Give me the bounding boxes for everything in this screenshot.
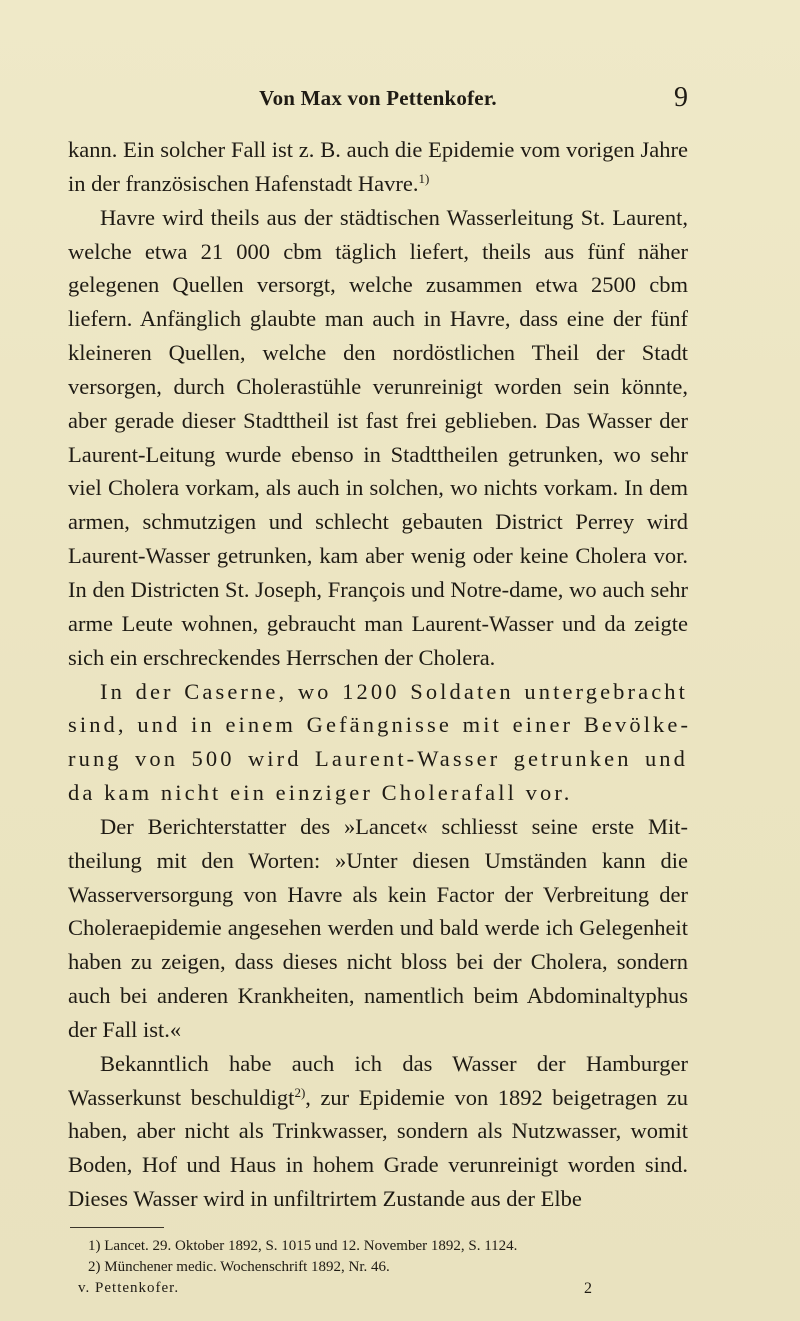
- footnote-1: 1) Lancet. 29. Oktober 1892, S. 1015 und 12. November 1892, S. 1124.: [88, 1238, 518, 1254]
- paragraph-2: Havre wird theils aus der städtischen Wasserleitung St. Laurent, welche etwa 21 000 cbm täglich liefert, theils aus fünf näher gelegenen Quellen versorgt, welche zusammen etwa 2500 cbm liefern. Anfänglich glaubte man auch in Havre, dass eine der fünf kleineren Quellen, welche den nordöstlichen Theil der Stadt versorgen, durch Cholerastühle verunreinigt worden sein könnte, aber gerade dieser Stadttheil ist fast frei geblieben. Das Wasser der Laurent-Leitung wurde ebenso in Stadttheilen getrunken, wo sehr viel Cholera vorkam, als auch in solchen, wo nichts vorkam. In dem armen, schmutzigen und schlecht gebauten District Perrey wird Laurent-Wasser getrunken, kam aber wenig oder keine Cholera vor. In den Districten St. Joseph, François und Notre-dame, wo auch sehr arme Leute wohnen, gebraucht man Laurent-Wasser und da zeigte sich ein erschreckendes Herrschen der Cholera.: [68, 204, 688, 670]
- footnotes: [78, 1236, 684, 1299]
- running-title: Von Max von Pettenkofer.: [259, 86, 497, 110]
- running-head: [68, 82, 688, 116]
- paragraph-1-text: kann. Ein solcher Fall ist z. B. auch die Epidemie vom vorigen Jahre in der französischen Hafenstadt Havre.: [68, 137, 688, 196]
- page-number: 9: [674, 82, 688, 113]
- paragraph-5: [68, 1047, 688, 1216]
- paragraph-3-emphasis: In der Caserne, wo 1200 Soldaten untergebracht sind, und in einem Gefängnisse mit einer Bevölkerung von 500 wird Laurent-Wasser getrunken und da kam nicht ein einziger Cholerafall vor.: [68, 678, 688, 806]
- footnote-divider: [70, 1227, 164, 1228]
- signature-author: v. Pettenkofer.: [78, 1280, 180, 1296]
- footnote-2: 2) Münchener medic. Wochenschrift 1892, Nr. 46.: [88, 1259, 390, 1275]
- body-text: [68, 133, 688, 1216]
- footnote-ref-1: 1): [418, 170, 430, 186]
- paragraph-5-text-a: Bekanntlich habe auch ich das Wasser der Hamburger Wasserkunst beschuldigt: [68, 1050, 688, 1110]
- paragraph-1: [68, 133, 688, 201]
- paragraph-4-quote: Der Berichterstatter des »Lancet« schliesst seine erste Mittheilung mit den Worten: »Unter diesen Umständen kann die Wasserversorgung von Havre als kein Factor der Verbreitung der Choleraepidemie angesehen werden und bald werde ich Gelegenheit haben zu zeigen, dass dieses nicht bloss bei der Cholera, sondern auch bei anderen Krankheiten, namentlich beim Abdominaltyphus der Fall ist.«: [68, 813, 688, 1042]
- paragraph-5-text-b: , zur Epidemie von 1892 beigetragen zu haben, aber nicht als Trinkwasser, sondern als Nutzwasser, womit Boden, Hof und Haus in hohem Grade verunreinigt worden sind. Dieses Wasser wird in unfiltrirtem Zustande aus der Elbe: [68, 1084, 688, 1212]
- footnote-ref-2: 2): [294, 1084, 306, 1100]
- signature-line: [78, 1278, 684, 1299]
- signature-sheet-number: 2: [584, 1280, 592, 1297]
